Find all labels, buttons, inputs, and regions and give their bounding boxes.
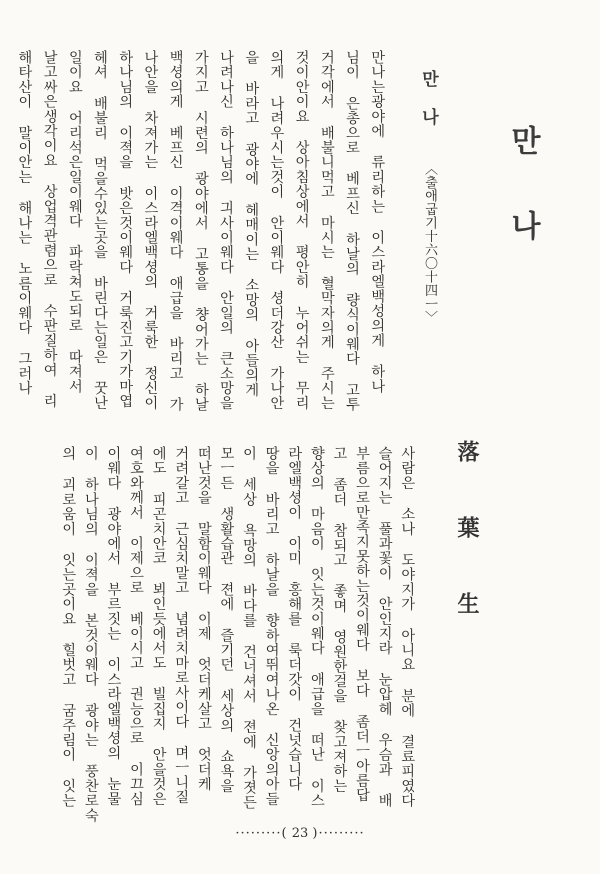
text-column: 이 하나님의 이젹을 본것이웨다 광야는 풍찬로숙 bbox=[82, 446, 99, 823]
text-column: 거각에서 배불니먹고 마시는 혈막자의게 주시는 bbox=[318, 50, 335, 410]
text-column: 하나님의 이젹을 밧은것이웨다 거룩진고기가마엽 bbox=[117, 50, 134, 409]
text-column: 모ㅡ든 생활습관 젼에 즐기던 세상의 쇼욕을 bbox=[218, 446, 235, 794]
text-column: 나려나신 하나님의 긔사이웨다 안일의 큰소망을 bbox=[218, 50, 234, 410]
text-column: 여호와께서 이제으로 베이시고 권능으로 이끄심 bbox=[128, 446, 144, 806]
text-column: 의 괴로움이 잇는곳이요 힐벗고 굼주림이 잇는 bbox=[60, 446, 77, 808]
text-column: 해타산이 말이안는 해나는 노름이웨다 그러나 bbox=[16, 50, 33, 396]
text-column: 슬어지는 풀과꽃이 안인지라 눈압헤 우슴과 배 bbox=[376, 446, 393, 808]
scripture-reference: 〈출애굽기十六〇十四ㅡ〉 bbox=[422, 162, 437, 324]
text-column: 나안을 차져가는 이스라엘백셩의 거룩한 정신이 bbox=[142, 50, 159, 410]
page-number-dots-right: )········· bbox=[312, 826, 365, 841]
main-title: 만 나 bbox=[505, 125, 540, 250]
text-column: 가지고 시련의 광야에서 고통을 챵어가는 하날 bbox=[192, 50, 209, 412]
text-column: 이웨다 광야에서 부르짓는 이스라엘백셩의 눈물 bbox=[105, 446, 122, 806]
author-name: 落 葉 生 bbox=[454, 440, 480, 628]
page-number: 23 bbox=[291, 826, 309, 841]
text-column: 떠난것을 말함이웨다 이제 엇더케살고 엇더케 bbox=[195, 446, 212, 792]
text-column: 부름으로만족지못하는것이웨다 보다 좀더ㅡ아름답 bbox=[354, 446, 370, 803]
text-column: 헤셔 배불리 먹을수있는곳을 바린다는일은 꿋난 bbox=[92, 50, 108, 410]
text-column: 을 바라고 광야에 헤매이는 소망의 아들의게 bbox=[243, 50, 260, 398]
text-column: 이 세상 욕망의 바다를 건너셔서 젼에 가졋든 bbox=[241, 446, 257, 810]
text-column: 님이 은총으로 베프신 하날의 량식이웨다 고투 bbox=[344, 50, 360, 412]
text-column: 의게 나려우시는것이 안이웨다 셩더강산 가나안 bbox=[268, 50, 285, 410]
text-column: 거려갈고 근심치말고 념려치마로사이다 며ㅡ니질 bbox=[173, 446, 190, 805]
text-column: 사람은 소나 도야지가 아니요 분에 결료피였다 bbox=[399, 446, 416, 808]
text-column: 일이요 어리석은일이웨다 파락쳐도되로 따져서 bbox=[66, 50, 83, 394]
text-column: 백셩의게 베프신 이격이웨다 애급을 바리고 가 bbox=[167, 50, 184, 412]
text-column: 날고싸은생각이요 상업격관렴으로 수판질하여 리 bbox=[41, 50, 58, 409]
page-number-dots-left: ·········( bbox=[235, 826, 288, 841]
text-column: 것이안이요 상아침상에서 평안히 누어쉬는 무리 bbox=[293, 50, 310, 410]
text-column: 에도 피곤치안코 뵈인듯에서도 빌집지 안을것은 bbox=[150, 446, 167, 806]
text-column: 라엘백셩이 이미 홍해를 룩더갓이 건넛습니다 bbox=[286, 446, 303, 792]
text-column: 땅을 바리고 하날을 향하여뛰여나온 신앙의아들 bbox=[263, 446, 280, 806]
text-column: 향상의 마음이 잇는것이웨다 애급을 떠난 이스 bbox=[308, 446, 325, 808]
text-column: 고 좀더 참되고 좋며 영원한걸을 찾고져하는 bbox=[331, 446, 348, 794]
page-number-line bbox=[0, 826, 600, 841]
sub-title: 만 나 bbox=[418, 70, 438, 126]
text-column: 만나는광야에 류리하는 이스라엘백성의게 하나 bbox=[369, 50, 386, 394]
